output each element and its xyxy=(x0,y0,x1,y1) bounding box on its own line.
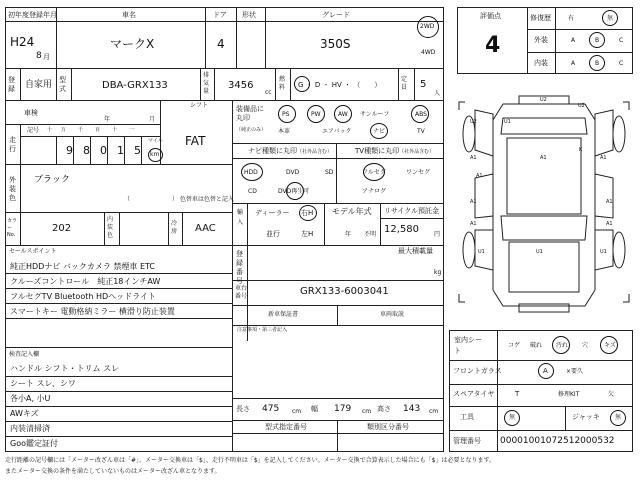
glass-label: フロントガラス xyxy=(453,367,502,375)
inspector-rule xyxy=(5,436,232,437)
equip-item-0: PS xyxy=(282,111,290,118)
recycle-value: 12,580 xyxy=(384,224,419,235)
door-count: 4 xyxy=(217,37,225,51)
repair-no: 無 xyxy=(607,15,614,22)
diagram-mark-3: U1 xyxy=(504,119,511,125)
width-label: 幅 xyxy=(311,405,318,413)
ext-opts-1: B xyxy=(595,37,600,44)
spare-t: T xyxy=(515,390,520,398)
jack-label: ジャッキ xyxy=(572,413,600,421)
equip-circle-4 xyxy=(411,105,429,123)
sales-points-label: セールスポイント xyxy=(9,248,57,255)
inspection-year: 年 xyxy=(104,116,111,123)
diagram-mark-10: A1 xyxy=(470,221,477,227)
model: DBA-GRX133 xyxy=(102,80,168,91)
diagram-mark-13: K xyxy=(579,147,583,153)
capacity: 5 xyxy=(420,79,427,90)
chassis-value: GRX133-6003041 xyxy=(300,286,389,297)
seat-item-1: 破れ xyxy=(530,342,543,349)
inspector-rule xyxy=(5,451,232,452)
class-number-label: 類別区分番号 xyxy=(367,423,409,431)
capacity-label: 定員 xyxy=(401,76,408,91)
seat-label: 室内シート xyxy=(454,336,482,355)
navi-label: ナビ種類に丸印（社外品含む） xyxy=(248,147,333,155)
manage-value: 00001001072512000532 xyxy=(500,436,615,446)
tools-label: 工具 xyxy=(460,413,474,421)
diagram-mark-11: A1 xyxy=(606,221,613,227)
equip-circle-1 xyxy=(307,105,325,123)
color-code: 202 xyxy=(52,223,72,234)
tools-none: 無 xyxy=(509,414,516,421)
drive-2wd: 2WD xyxy=(420,23,435,30)
shift-label: シフト xyxy=(190,102,209,109)
inspector-rule xyxy=(5,376,232,377)
tv-item-0: フルセグ xyxy=(362,169,386,176)
equip-item2-0: 本革 xyxy=(278,128,291,135)
displacement: 3456 xyxy=(228,80,254,91)
tv-item-2: アナログ xyxy=(362,188,387,195)
car-body-diagram xyxy=(455,90,635,320)
sales-rule xyxy=(5,303,232,304)
model-year-label: モデル年式 xyxy=(332,207,372,216)
inspection-label: 車検 xyxy=(24,109,38,117)
inspector-line: AWキズ xyxy=(10,409,39,418)
door-label: ドア xyxy=(213,11,227,19)
diagram-mark-14: U1 xyxy=(600,249,607,255)
tv-label: TV種類に丸印（社外品含む） xyxy=(355,147,435,155)
seat-scratch-circle xyxy=(600,336,618,354)
mileage-divider xyxy=(141,136,142,164)
sales-point-line: フルセグTV Bluetooth HDヘッドライト xyxy=(10,292,156,301)
exterior-label: 外装色 xyxy=(9,176,16,202)
navi-item-2: SD xyxy=(325,169,334,176)
fuel-label: 燃料 xyxy=(279,76,286,91)
import-label: 輸入 xyxy=(237,209,244,226)
inspector-line: シート スレ、シワ xyxy=(10,379,76,388)
mileage-divider xyxy=(124,136,125,164)
mileage-unit-3: 百 xyxy=(95,127,101,133)
sales-point-line: スマートキー 電動格納ミラー 横滑り防止装置 xyxy=(10,307,175,316)
sales-point-line: 純正HDDナビ バックカメラ 禁煙車 ETC xyxy=(10,262,156,271)
exterior-value: ブラック xyxy=(34,175,70,185)
int-opts-0: A xyxy=(571,60,576,67)
right-h: 右H xyxy=(301,209,314,217)
rating-value: 4 xyxy=(485,33,501,58)
equip-circle-0 xyxy=(278,105,296,123)
mileage-divider xyxy=(90,136,91,164)
new-car-warranty: 新車保証書 xyxy=(268,311,299,318)
reg-label: 登録 xyxy=(8,76,15,93)
navi-equip-circle xyxy=(370,123,388,139)
mileage-divider xyxy=(107,136,108,164)
equip-item-1: PW xyxy=(311,111,321,118)
diagram-mark-9: A1 xyxy=(606,199,613,205)
height-label: 高さ xyxy=(377,405,391,413)
equip-circle-2 xyxy=(334,105,352,123)
reg-era: H24 xyxy=(10,35,35,49)
grade-label: グレード xyxy=(322,11,350,19)
navi-item-4: DVD再生可 xyxy=(278,188,310,195)
width-value: 179 xyxy=(334,404,352,414)
model-year-unknown: 不明 xyxy=(364,231,377,238)
jack-none: 無 xyxy=(615,414,622,421)
seat-item-3: 穴 xyxy=(582,342,589,349)
mileage-digit-3: 1 xyxy=(117,144,124,157)
mileage-unit-4: 十 xyxy=(112,127,118,133)
inspector-label: 検査記入欄 xyxy=(9,351,40,358)
mileage-digit-1: 8 xyxy=(83,144,90,157)
shape-label: 形状 xyxy=(242,11,256,19)
model-year-year: 年 xyxy=(345,231,352,238)
equipment-label: 装備品に丸印 xyxy=(236,105,264,122)
repair-label: 修復歴 xyxy=(530,14,551,22)
diagram-mark-1: U2 xyxy=(470,119,477,125)
ext-opts-0: A xyxy=(571,37,576,44)
manage-label: 管理番号 xyxy=(453,437,481,445)
exterior-grade-label: 外装 xyxy=(534,36,548,44)
recycle-unit: 円 xyxy=(434,231,441,238)
parallel-label: 並行 xyxy=(266,230,280,238)
length-value: 475 xyxy=(262,404,280,414)
mileage-unit-1: 万 xyxy=(61,127,67,133)
mileage-unit-5: 一 xyxy=(129,127,135,133)
inspector-line: 内装清掃済 xyxy=(10,424,50,433)
length-unit: cm xyxy=(292,408,302,415)
cc-unit: cc xyxy=(265,89,272,96)
seat-item-4: キズ xyxy=(604,342,616,349)
drive-4wd: 4WD xyxy=(421,49,436,56)
ac-value: AAC xyxy=(195,223,216,234)
seat-dirt-circle xyxy=(552,336,570,354)
inspector-rule xyxy=(5,406,232,407)
reg-month: 8 xyxy=(36,51,42,61)
diagram-mark-4: A1 xyxy=(470,155,477,161)
seat-item-0: コゲ xyxy=(508,342,521,349)
diagram-mark-2: U2 xyxy=(578,103,585,109)
spare-missing: 欠 xyxy=(608,391,615,398)
sales-rule xyxy=(5,318,232,319)
equip-item2-3: TV xyxy=(417,128,425,135)
fuel-selected-circle xyxy=(294,76,310,92)
displacement-label: 排気量 xyxy=(203,72,210,95)
mile-label: マイル xyxy=(148,138,163,144)
navi-dvd-play-circle xyxy=(286,182,304,200)
name-label: 車名 xyxy=(122,11,136,19)
navi-item-1: DVD xyxy=(286,169,300,176)
interior-color-label: 内装色 xyxy=(107,216,114,239)
equip-item2-2: ナビ xyxy=(373,128,386,135)
dealer-label: ディーラー xyxy=(255,209,290,217)
exterior-note: （ ） 色替車は色替と記入 xyxy=(124,196,234,203)
mileage-digit-0: 9 xyxy=(66,144,73,157)
int-opts-b-circle xyxy=(589,55,605,71)
code-label: 記号 xyxy=(27,127,40,134)
rating-label: 評価点 xyxy=(480,12,501,20)
mileage-digit-2: 0 xyxy=(100,144,107,157)
navi-hdd-circle xyxy=(241,163,263,181)
mileage-divider xyxy=(73,136,74,164)
footer-note-2: またメーター交換の条件を満たしていないものはメーター改ざん車となります。 xyxy=(5,468,221,475)
inspector-line: 各小A, 小U xyxy=(10,394,51,403)
height-value: 143 xyxy=(403,404,421,414)
equip-item2-1: エアバック xyxy=(322,128,352,135)
mileage-label: 走行 xyxy=(9,136,16,153)
length-label: 長さ xyxy=(236,405,250,413)
inspector-rule xyxy=(5,421,232,422)
reg-value: 自家用 xyxy=(25,80,53,90)
spare-label: スペアタイヤ xyxy=(453,390,495,398)
month-unit: 月 xyxy=(43,53,50,61)
inspector-rule xyxy=(5,391,232,392)
glass-a: A xyxy=(543,367,548,375)
tv-item-1: ワンセグ xyxy=(406,169,431,176)
diagram-mark-0: U2 xyxy=(540,97,547,103)
height-unit: cm xyxy=(429,408,439,415)
notes-label: 注意事項・第三者記入 xyxy=(237,327,288,333)
reg-year-label: 初年度登録年月 xyxy=(8,11,57,19)
car-name: マークX xyxy=(110,37,155,51)
sales-point-line: クルーズコントロール 純正18インチAW xyxy=(10,277,161,286)
seat-item-2: 汚れ xyxy=(556,342,569,349)
int-opts-1: B xyxy=(595,60,600,67)
sales-rule xyxy=(5,273,232,274)
type-spec-label: 型式指定番号 xyxy=(265,423,307,431)
inspector-line: ハンドル シフト・トリム スレ xyxy=(10,364,120,373)
navi-item-3: CD xyxy=(248,188,257,195)
tv-fullseg-circle xyxy=(363,163,385,181)
fuel-options: G ・ D ・ HV ・ （ ） xyxy=(298,81,382,89)
ac-label: 冷房 xyxy=(171,220,178,235)
mileage-unit-2: 千 xyxy=(78,127,84,133)
footer-note-1: 走行距離の記号欄には「メーター改ざん車は「#」、メーター交換車は「$」、走行不明車は「$」を記入してください。メーター交換で合算表示した場合にも「$」は必要となります。 xyxy=(5,457,496,464)
mileage-digit-4: 5 xyxy=(134,144,141,157)
interior-grade-label: 内装 xyxy=(534,59,548,67)
equip-item-2: AW xyxy=(338,111,348,118)
mileage-divider xyxy=(56,136,57,164)
equip-item-4: ABS xyxy=(415,111,427,118)
diagram-mark-5: A1 xyxy=(476,173,483,179)
recycle-label: リサイクル預託金 xyxy=(384,207,440,215)
repair-yes: 有 xyxy=(568,15,575,22)
diagram-mark-15: U1 xyxy=(536,249,543,255)
inspection-month: 月 xyxy=(149,116,156,123)
capacity-unit: 人 xyxy=(434,90,441,97)
left-h: 左H xyxy=(301,230,314,238)
spare-kit: 修理KIT xyxy=(558,391,580,398)
km-label: km xyxy=(150,151,160,158)
inspector-line: Goo鑑定証付 xyxy=(10,439,58,448)
diagram-mark-8: A1 xyxy=(470,199,477,205)
vehicle-manual: 車両取説 xyxy=(380,311,405,318)
color-code-label: カラーNo. xyxy=(7,218,18,238)
equipment-sub: （純正のみ） xyxy=(236,127,267,133)
int-opts-2: C xyxy=(619,60,624,67)
max-load-label: 最大積載量 xyxy=(398,247,433,255)
diagram-mark-12: U1 xyxy=(478,249,485,255)
diagram-mark-6: A1 xyxy=(540,155,547,161)
ext-opts-b-circle xyxy=(589,32,605,48)
grade: 350S xyxy=(320,37,351,51)
chassis-label: 車台番号 xyxy=(235,285,248,300)
sales-rule xyxy=(5,288,232,289)
navi-item-0: HDD xyxy=(244,169,258,176)
width-unit: cm xyxy=(362,408,372,415)
model-label: 型式 xyxy=(59,76,66,93)
equip-item-3: サンルーフ xyxy=(360,111,390,118)
registration-label: 登録番号 xyxy=(236,250,243,285)
shift-value: FAT xyxy=(185,134,206,148)
glass-replace: ×要久 xyxy=(566,368,584,375)
mileage-unit-0: 十 xyxy=(47,127,53,133)
repair-no-circle xyxy=(602,10,618,26)
diagram-mark-7: A1 xyxy=(600,155,607,161)
ext-opts-2: C xyxy=(619,37,624,44)
max-load-unit: kg xyxy=(434,269,442,276)
